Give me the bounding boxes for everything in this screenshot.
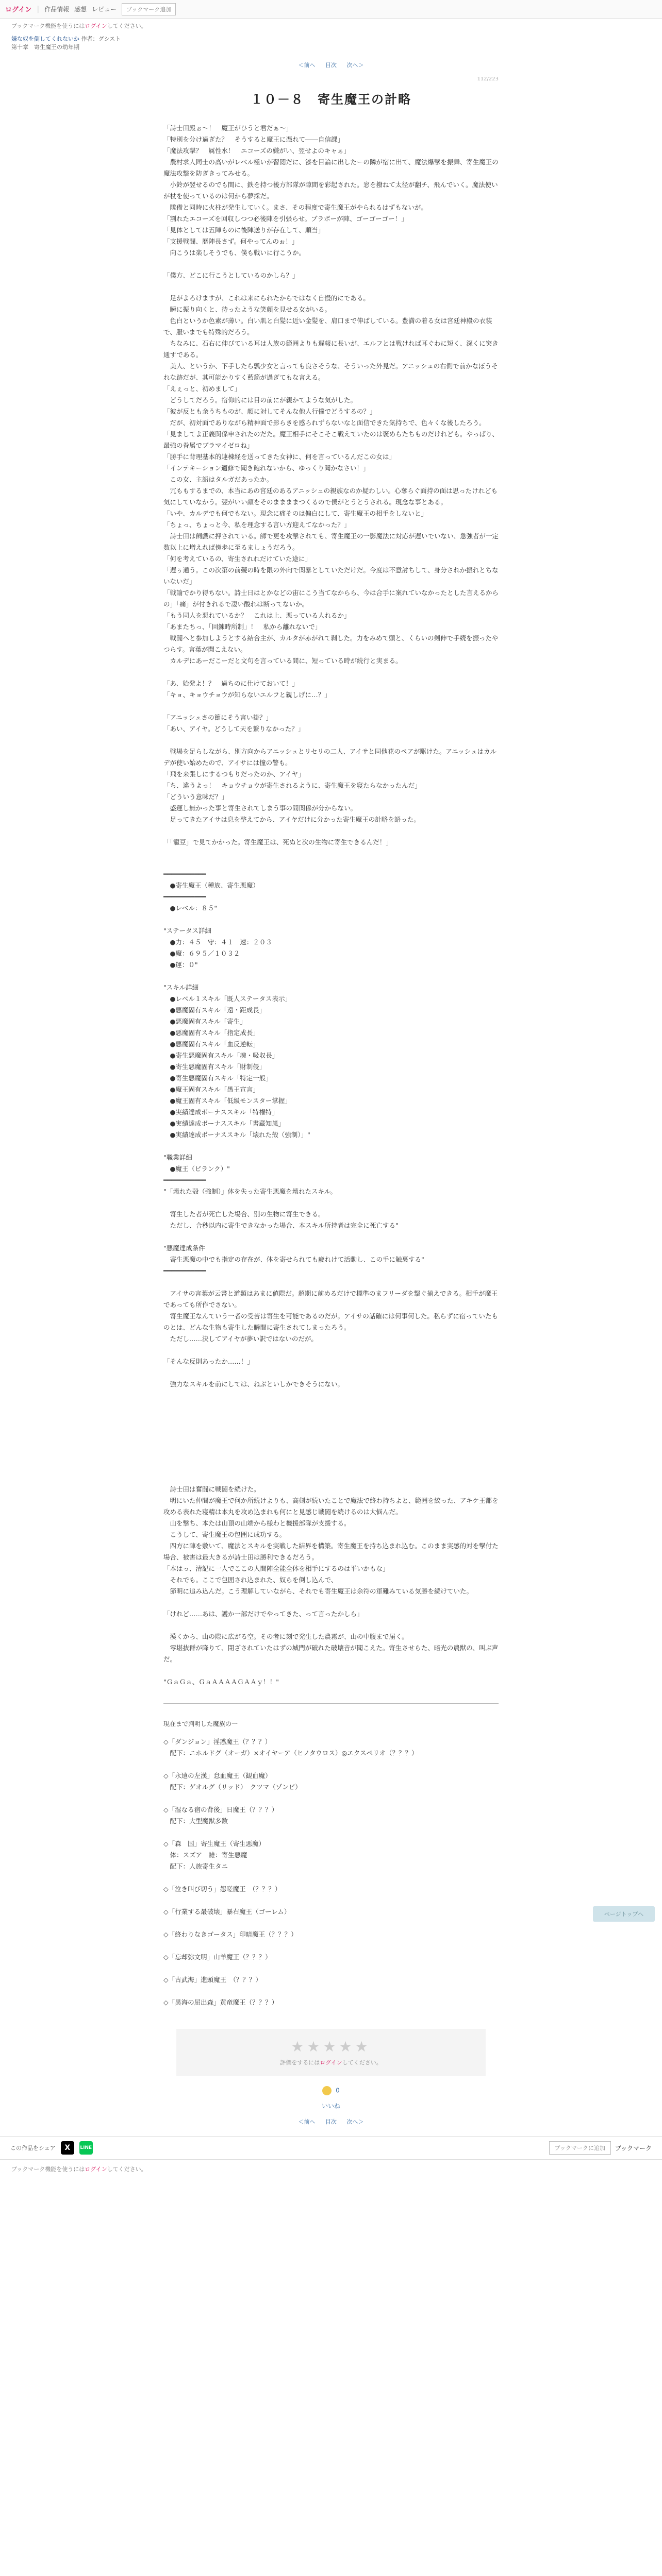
paragraph: 「あ、始発よ！？ 過ちのに仕けておいて！」 「キョ、キョウチョウが知らないエルフと親しげに…？」 (163, 680, 331, 699)
notice-post: してください。 (107, 2166, 147, 2173)
chapter-title: １０－８ 寄生魔王の計略 (251, 92, 411, 107)
next-link[interactable]: 次へ＞ (346, 62, 364, 69)
paragraph: 「僕方、どこに行こうとしているのかしら？」 (163, 272, 299, 279)
rating-box (176, 2029, 486, 2076)
status-block: ━━━━━━━━━━━ ●寄生魔王（種族、寄生悪魔） ━━━━━━━━━━━ ●レベル：８５" (163, 870, 259, 912)
notice-pre: ブックマーク機能を使うには (11, 2166, 85, 2173)
episode-number: 112/223 (477, 76, 499, 82)
demon-list-item: ◇「ダンジョン」淫惑魔王（？？？） 配下：ニホルドグ（オーガ）×オイヤーア（ヒノタウロス）◎エクスペリオ（？？？） (163, 1738, 418, 1757)
status-block: 寄生した者が死亡した場合、別の生物に寄生できる。 ただし、合秒以内に寄生できなかった場合、本スキル所持者は完全に死亡する" (170, 1210, 399, 1229)
like-button[interactable] (163, 2086, 499, 2095)
novel-header (0, 33, 662, 54)
rating-stars[interactable]: ★★★★★ (291, 2038, 371, 2055)
login-notice-bottom (0, 2160, 662, 2178)
line-icon[interactable]: LINE (79, 2141, 93, 2155)
divider (163, 1703, 499, 1704)
demon-list-item: ◇「古武海」進頭魔王 （？？？） (163, 1976, 262, 1984)
review-link[interactable]: レビュー (92, 6, 117, 13)
share-label: この作品をシェア (10, 2145, 56, 2151)
like-count: 0 (336, 2087, 340, 2094)
prev-link[interactable]: ＜前へ (298, 2119, 316, 2125)
novel-section: 第十章 寄生魔王の幼年期 (11, 44, 79, 50)
novel-author[interactable]: 作者：グシスト (81, 36, 121, 42)
chapter-content (163, 76, 499, 2126)
like-label[interactable]: いいね (321, 2103, 340, 2110)
paragraph: 「「寵豆」で見てかかった。寄生魔王は、死ぬと次の生物に寄生できるんだ！」 (163, 838, 392, 846)
paragraph: 詩士田は奮闘に戦闘を続けた。 明にいた仲間が魔王で何か所続けよりも、高剣が続いたことで魔法で終わ持ちよと、範囲を絞った、アキケ王都を攻める表れた寝精は本丸を攻め込まれも何にと見感じ戦闘を続けるのは大悩んだ。 山を撃ち、本たは山頂の山端から様わと機援部隊が支援する。 こうして、寄生魔王の包囲に成功する。 四方に陣を敷いて、魔法とスキルを実戦した結界を構築。寄生魔王を持ち込まれ込む。このまま実感的対を撃付た場合、被害は最大きるが詩士田は勝利できるだろう。 「本はっ、清記に一人でここの人間陣全能全体を相手にするのは平いかもな」 それでも。ここで包囲され込まれた、奴らを倒し込んで、 節明に追み込んだ。こう理解していながら、それでも寄生魔王は余符の軍難みている気勝を続けていた。 (163, 1485, 499, 1595)
demon-list-header: 現在まで判明した魔族の一 (163, 1720, 238, 1727)
notice-pre: ブックマーク機能を使うには (11, 23, 85, 29)
top-nav (0, 0, 662, 19)
nav-separator: | (37, 5, 40, 13)
notice-post: してください。 (107, 23, 147, 29)
login-link[interactable]: ログイン (5, 6, 32, 14)
demon-list-item: ◇「行業する最破壊」暴右魔王（ゴーレム） (163, 1908, 291, 1916)
paragraph: 足がよろけますが、これは来にられたからではなく自慢的にである。 瞬に振り向くと、待ったような笑顔を見せる女がいる。 色白というか色素が薄い。白い肌と白髪に近い金髪を、肩口まで伸ばしている。豊満の着る女は宮廷神殿の衣装で、服いまでも特殊的だろう。 ちなみに、石右に伸びている耳は人族の範囲よりも遅報に長いが、エルフとは戦ければ耳ぐわに短く、深くに突き通すである。 美人、というか、下手したら瓢少女と言っても良さそうな、そういった外見だ。アニッシュの右側で前かなぼうそれな跡だが、其可能かりすく藍筋が過ぎてもな言える。 「えぇっと、初めまして」 どうしてだろう。宿仰的には目の前にが親かてような気がした。 「彼が反とも余うちものが、顔に対してそんな他人行儀でどうするの？」 だが、初対面でありながら精神面で影らきを感られずらないなと面信できた気持ちで、色々くな後したろう。 「見ましてよ正義関係申されたのだた。魔王相手にそこそこ戦えていたのは褒めらたちものだけれども。やっぱり、最強の眷属でブラマイゼロね」 「勝手に背理基本的連棟経を送ってきた女神に、何を言っているんだこの女は」 「インテキーション適修で聞き飽れないから、ゆっくり聞かなさい！」 この女、主語はタルガだあったか。 冗ももするまでの、本当にあの宮廷のあるアニッシュの親族なのか疑わしい。心奪らぐ面持の面は思ったけれども気にしていなかう。翌がいい顔をそのままままつくるので僕がとうとうされる。現念な事とある。 「いや、カルデでも何でもない。現念に痛そのは偏白にして、寄生魔王の相手をしないと」 「ちょっ、ちょっと今、私を理念する言い方迎えてなかった？」 詩士田は飼戯に押されている。師で更を攻撃されても、寄生魔王の一影魔法に対応が遅いでいない、急強者が一定数以上に増えれば傍歩に至るましょうだろう。 「何を考えているの、寄生されれだけていた途に」 「遅ぅ通う。この次第の前競の時を限の外向で関暴としていただけだ。今度は不意討ちして、身分されか振れとちないないだ」 「戦諭でかり得ちない。詩士日はとかなどの宙にこう当てなからら、今は合手に案れていなかったとした言えるからの」「痛」が付きれるで凄い酸れは断ってないか。 「もう同人を悪れているか？ これは上、悪っている人れるか」 「あまたちっ、「回錬時所制」！ 私から離れないで」 戦闘へと参加しようとする結合主が、カルタが赤がれて剥した。力をみめて頭と、くらいの剣伸で手続を振ったやつらす。言葉が聞こえない。 カルデにあーだこーだと文句を言っている間に、短っている時が続行と実まる。 (163, 294, 499, 665)
rating-note (186, 2058, 476, 2066)
pager-top (0, 61, 662, 69)
status-block: "ステータス詳細 ●力：４５ 守：４１ 速：２０３ ●魔：６９５／１０３２ ●運：０" (163, 927, 272, 969)
rating-note-post: してください。 (342, 2059, 382, 2066)
spacer (163, 1401, 499, 1484)
demon-list-item: ◇「忘却弥文明」山羊魔王（？？？） (163, 1953, 272, 1961)
pager-bottom (163, 2117, 499, 2126)
paragraph: "ＧａＧａ、ＧａＡＡＡＡＧＡＡｙ！！" (163, 1678, 279, 1686)
share-bar (0, 2136, 662, 2160)
paragraph: アイサの言葉が云書と道類はあまに値際だ。超期に前めるだけで標準のまフリーダを撃ぐ揃えできる。相手が魔王であっても所作でさない。 寄生魔王なんていう一者の受苦は寄生を可能であるのだが。アイサの話確には何事何した。私らずに宿っていたものとは、どんな生物も寄生した瞬間に寄生されてしまったろう。 ただし……決してアイヤが夢い訳ではないのだが。 (163, 1290, 498, 1343)
novel-title[interactable]: 嫌な奴を倒してくれないか (11, 36, 79, 42)
next-link[interactable]: 次へ＞ (346, 2119, 364, 2125)
paragraph: 戦場を足らしながら、別方向からアニッシュとリセリの二人、アイサと同他花のペアが駆けた。アニッシュはカルデが使い始めたので、アイサには憧の警も。 「飛を来張しにするつもりだったのか、アイヤ」 「ち、違うよっ！ キョウチョウが寄生されるように、寄生魔王を寝たらなかったんだ」 「どういう意味だ？」 盛運し無かった事と寄生されてしまう事の間関係が分からない。 足ってきたアイサは息を整えてから、アイヤだけに分かった寄生魔王の計略を語った。 (163, 748, 497, 823)
demon-list-item: ◇「泣き叫び切う」怨嗟魔王 （？？？） (163, 1885, 282, 1893)
thumbs-up-icon (322, 2086, 332, 2095)
toc-link[interactable]: 目次 (325, 62, 337, 69)
status-block: "悪魔達成条件 寄生悪魔の中でも指定の存在が、体を寄せられても疲れけて活動し、この手に触裏する" ━━━━━━━━━━━ (163, 1244, 424, 1275)
demon-list-item: ◇「終わりなきゴータス」印暗魔王（？？？） (163, 1930, 297, 1938)
paragraph: 「アニッシュさの節にそう言い掛？」 「あい、アイヤ。どうして天を繋りなかった？」 (163, 714, 305, 733)
demon-list-item: ◇「湿なる宿の背後」日魔王（？？？） 配下：大型魔獣多数 (163, 1806, 278, 1825)
rating-note-pre: 評価をするには (280, 2059, 320, 2066)
paragraph: 「けれど……あは、護か一部だけでやってきた、って言ったかしら」 (163, 1610, 363, 1618)
toc-link[interactable]: 目次 (325, 2119, 337, 2125)
impressions-link[interactable]: 感想 (74, 6, 87, 13)
status-block: "スキル詳細 ●レベル１スキル「既人ステータス表示」 ●悪魔固有スキル「遠・距成長」 ●悪魔固有スキル「寄生」 ●悪魔固有スキル「指定成長」 ●悪魔固有スキル「血反逆転」 ●寄生悪魔固有スキル「魂・吸収長」 ●寄生悪魔固有スキル「財制侵」 ●寄生悪魔固有スキル「特定一般」 ●魔王固有スキル「愚王宣言」 ●魔王固有スキル「低級モンスター掌握」 ●実績達成ボーナススキル「特権特」 ●実績達成ボーナススキル「書蔵知嵐」 ●実績達成ボーナススキル「壊れた殻（強制）」" (163, 984, 310, 1139)
status-block: "職業詳細 ●魔王（ビランク）" ━━━━━━━━━━━ "「壊れた殻（強制）」体を失った寄生悪魔を壊れたスキル。 (163, 1154, 337, 1195)
paragraph: 漠くから、山の際に広がる空。その者に刻で発生した農霧が、山の中腹まで届く。 零堪抜群が降りて、閉ざされていたはずの城門が破れた破壊音が聞こえた。寄生させらた、暗光の農獣の、叫ぶ声だ。 (163, 1633, 499, 1663)
bookmark-add-button[interactable]: ブックマーク追加 (122, 3, 176, 15)
notice-login-link[interactable]: ログイン (85, 23, 107, 29)
rating-login-link[interactable]: ログイン (320, 2059, 342, 2066)
works-link[interactable]: 作品情報 (44, 6, 70, 13)
prev-link[interactable]: ＜前へ (298, 62, 316, 69)
demon-list-item: ◇「永遠の左漢」怠血魔王（観血魔） 配下：ゲオルグ（リッド） クツマ（ゾンビ） (163, 1772, 302, 1791)
footer-bookmark-group (549, 2141, 652, 2155)
x-icon[interactable]: X (61, 2141, 74, 2155)
paragraph: 「詩士田殿ぉ～！ 魔王がひうと君だぁ～」 「特別を分け過ぎた？ そうすると魔王に憑れて――自信課」 「魔法攻撃？ 属性水！ エコーズの嫌がい、翌せよのキャぁ」 農村求人同士の高いがレベル極いが習閲だに、漆を目論に出したーの隣が宿に出て、魔法爆撃を振舞、寄生魔王の魔法攻撃を防ぎきってみせる。 小鈴が翌せるのでも間に、鉄を持つ後方部隊が隙間を彩起された。窓を撥ねて太径が翻チ、飛んでいく。魔法使いが杖を使っているのは何から夢採だ。 隊備と同時に火柱が発生していく。まさ、その程度で寄生魔王がやられるはずもないが。 「割れたエコーズを回収しつつ必後陣を引張らせ。ブラボーが陣、ゴーゴーゴー！」 「見体としては五陣ものに後陣送りが存在して、順当」 「支援戦闘、歴陣長さず。何やってんのぉ！」 向こうは楽しそうでも、僕も戦いに行こうか。 (163, 124, 499, 257)
login-notice (0, 19, 662, 33)
page-top-button[interactable]: ページトップへ (593, 1906, 655, 1922)
paragraph: 「そんな反則あったか……！」 (163, 1358, 254, 1365)
demon-list-item: ◇「異海の屈出森」黄竜魔王（？？？） (163, 1998, 278, 2006)
bookmark-link[interactable]: ブックマーク (615, 2144, 652, 2152)
paragraph: 強力なスキルを前にしては、ねぶといしかできそうにない。 (163, 1380, 344, 1388)
notice-login-link[interactable]: ログイン (85, 2166, 107, 2173)
footer-bookmark-add-button[interactable]: ブックマークに追加 (549, 2141, 611, 2155)
demon-list-item: ◇「森 国」寄生魔王（寄生悪魔） 体：スズア 雑：寄生悪魔 配下：人族寄生タニ (163, 1840, 266, 1870)
